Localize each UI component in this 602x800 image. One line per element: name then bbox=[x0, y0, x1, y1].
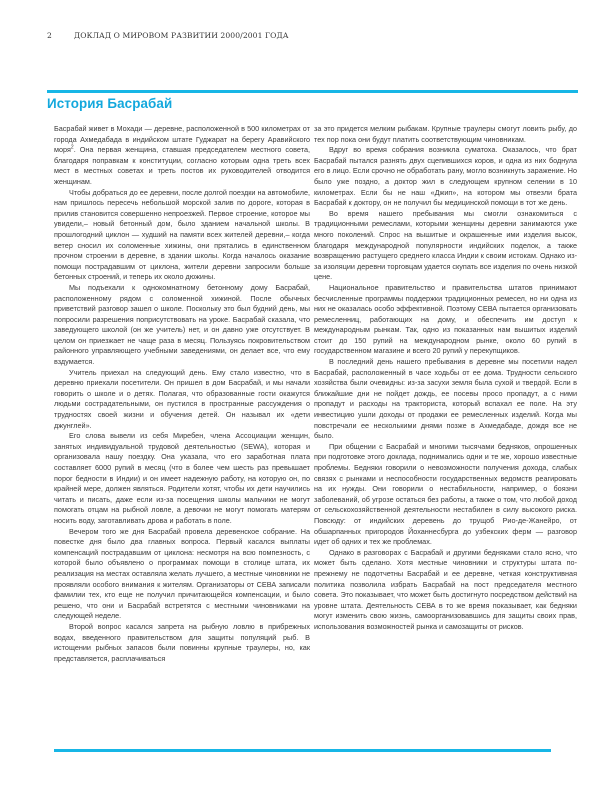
paragraph: за это придется мелким рыбакам. Крупные траулеры смогут ловить рыбу, до тех пор пока они будут платить соответствующим чиновникам. bbox=[314, 124, 577, 144]
paragraph: Вдруг во время собрания возникла суматоха. Оказалось, что брат Басрабай пытался разнять двух сцепившихся коров, и одна из них боднула его в лицо. Если срочно не обработать рану, могло возникнуть заражение. Но было уже поздно, а доктор жил в следующем крупном селении в 10 километрах. Если бы не наш «Джип», на котором мы отвезли брата Басрабай к доктору, он не получил бы медицинской помощи в тот же день. bbox=[314, 145, 577, 208]
left-column bbox=[54, 124, 310, 664]
right-column bbox=[314, 124, 577, 633]
paragraph: Второй вопрос касался запрета на рыбную ловлю в прибрежных водах, введенного правительством для защиты популяций рыб. В истощении рыбных запасов были повинны крупные траулеры, но, как представляется, расплачиваться bbox=[54, 621, 310, 663]
paragraph: Во время нашего пребывания мы смогли ознакомиться с традиционными ремеслами, которыми женщины деревни занимаются уже много поколений. Спрос на вышитые и окрашенные ими изделия высок, благодаря международной популярности индийских поделок, а также возвращению растущего среднего класса Индии к своим истокам. Однако из-за изоляции деревни торговцам удается скупать все изделия по очень низкой цене. bbox=[314, 208, 577, 282]
top-rule bbox=[47, 90, 578, 93]
footnote-ref[interactable]: 2 bbox=[70, 144, 74, 151]
paragraph: Национальное правительство и правительства штатов принимают бесчисленные программы поддержки традиционных ремесел, но ни одна из них не оказалась особо эффективной. Поэтому СЕВА пытается организовать ремесленниц, работающих на дому, и обеспечить им доступ к международным рынкам. Так, одно из показанных нам вышитых изделий стоит до 150 рупий на международном рынке, около 60 рупий в государственном магазине и всего 20 рупий у перекупщиков. bbox=[314, 282, 577, 356]
paragraph: Однако в разговорах с Басрабай и другими бедняками стало ясно, что может быть сделано. Хотя местные чиновники и структуры штата по-прежнему не подотчетны Басрабай и ее деревне, четкая конструктивная политика позволила избрать Басрабай на пост председателя местного совета. Это показывает, что может быть достигнуто посредством действий на уровне штата. Деятельность СЕВА в то же время показывает, как бедняки могут изменить свою жизнь, самоорганизовавшись для защиты своих прав, использования возможностей рынка и самозащиты от рисков. bbox=[314, 547, 578, 631]
paragraph: Чтобы добраться до ее деревни, после долгой поездки на автомобиле, нам пришлось пересечь небольшой морской залив по дороге, которая в прилив становится совершенно непроезжей. Первое строение, которое мы увидели,– новый бетонный дом, было зданием начальной школы. В прошлогодний циклон — худший на памяти всех жителей деревни,– когда ветер сносил их соломенные хижины, они прятались в единственном прочном строении в деревне, в здании школы. Когда началось оказание помощи пострадавшим от циклона, жители деревни запросили больше бетонных строений, и теперь их около дюжины. bbox=[54, 187, 310, 282]
running-head bbox=[47, 31, 289, 40]
box-title: История Басрабай bbox=[47, 96, 173, 111]
paragraph-text: . Она первая женщина, ставшая председателем местного совета, благодаря поправкам к конституции, согласно которым одна треть всех мест в местных советах и треть постов их руководителей отводится женщинам. bbox=[54, 145, 310, 186]
page-number: 2 bbox=[47, 31, 52, 40]
paragraph: Учитель приехал на следующий день. Ему стало известно, что в деревню приехали посетители. Он пришел в дом Басрабай, и мы начали говорить о школе и о детях. Полагая, что образованные гости окажутся людьми сострадательными, он пустился в пространные рассуждения о трудностях своей жизни и обучения детей. Он называл их «дети джунглей». bbox=[54, 367, 310, 430]
paragraph-text: Басрабай живет в Мохади — деревне, расположенной в 500 километрах от города Ахмедабада в индийском штате Гуджарат на берегу Аравийского моря bbox=[54, 124, 310, 155]
paragraph: В последний день нашего пребывания в деревне мы посетили надел Басрабай, расположенный в часе ходьбы от ее дома. Трудности сельского хозяйства были очевидны: из-за засухи земля была сухой и твердой. Если в ближайшие дни не пойдет дождь, ее посевы просо пропадут, а с ними пропадут и расходы на тракториста, который вспахал ее поле. На эту инвестицию ушли доходы от продажи ее ремесленных изделий. Когда мы повстречали ее несколькими днями позже в Ахмедабаде, дождя все не было. bbox=[314, 357, 577, 441]
paragraph: При общении с Басрабай и многими тысячами бедняков, опрошенных при подготовке этого доклада, поднимались одни и те же, хорошо известные проблемы. Бедняки говорили о невозможности получения дохода, слабых связях с рынками и неспособности государственных ведомств реагировать на их нужды. Они говорили о нестабильности, например, о боязни заболеваний, об угрозе остаться без работы, а также о том, что любой доход от сельскохозяйственной деятельности нестабилен в силу высокого риска. Повсюду: от индийских деревень до трущоб Рио-де-Жанейро, от обшарпанных пригородов Йоханнесбурга до узбекских ферм — разговор идет об одних и тех же проблемах. bbox=[314, 441, 577, 547]
paragraph: Мы подъехали к однокомнатному бетонному дому Басрабай, расположенному рядом с соломенной хижиной. После обычных приветствий разговор зашел о школе. Поскольку это был будний день, мы попросили разрешения поприсутствовать на уроке. Басрабай сказала, что заведующего школой (он же учитель) нет, и он давно уже отсутствует. В целом он приезжает не чаще раза в месяц. Пользуясь покровительством районного управляющего учебными заведениями, он делает все, что ему вздумается. bbox=[54, 282, 310, 367]
paragraph: Вечером того же дня Басрабай провела деревенское собрание. На повестке дня было два главных вопроса. Первый касался выплаты компенсаций пострадавшим от циклона: несмотря на всю помпезность, с которой было объявлено о программах помощи в столице штата, их реализация на местах оставляла желать лучшего, а местные чиновники не проявляли особого внимания к жителям. Организаторы от СЕВА записали фамилии тех, кто еще не получил причитающейся компенсации, и было решено, что они и Басрабай встретятся с местными чиновниками на следующей неделе. bbox=[54, 526, 310, 621]
paragraph bbox=[54, 124, 310, 188]
bottom-rule bbox=[54, 749, 551, 752]
paragraph: Его слова вывели из себя Миребен, члена Ассоциации женщин, занятых индивидуальной трудовой деятельностью (SEWA), которая и организовала нашу поездку. Она указала, что его заработная плата составляет 6000 рупий в месяц (что в более чем шесть раз превышает порог бедности в Индии) и он имеет надежную работу, на которую он, по крайней мере, должен являться. Родители хотят, чтобы их дети научились читать и писать, даже если из-за посещения школы мальчики не могут помогать отцам на рыбной ловле, а девочки не могут помогать матерям носить воду, заготавливать дрова и работать в поле. bbox=[54, 431, 310, 525]
running-head-title: ДОКЛАД О МИРОВОМ РАЗВИТИИ 2000/2001 ГОДА bbox=[74, 31, 289, 40]
